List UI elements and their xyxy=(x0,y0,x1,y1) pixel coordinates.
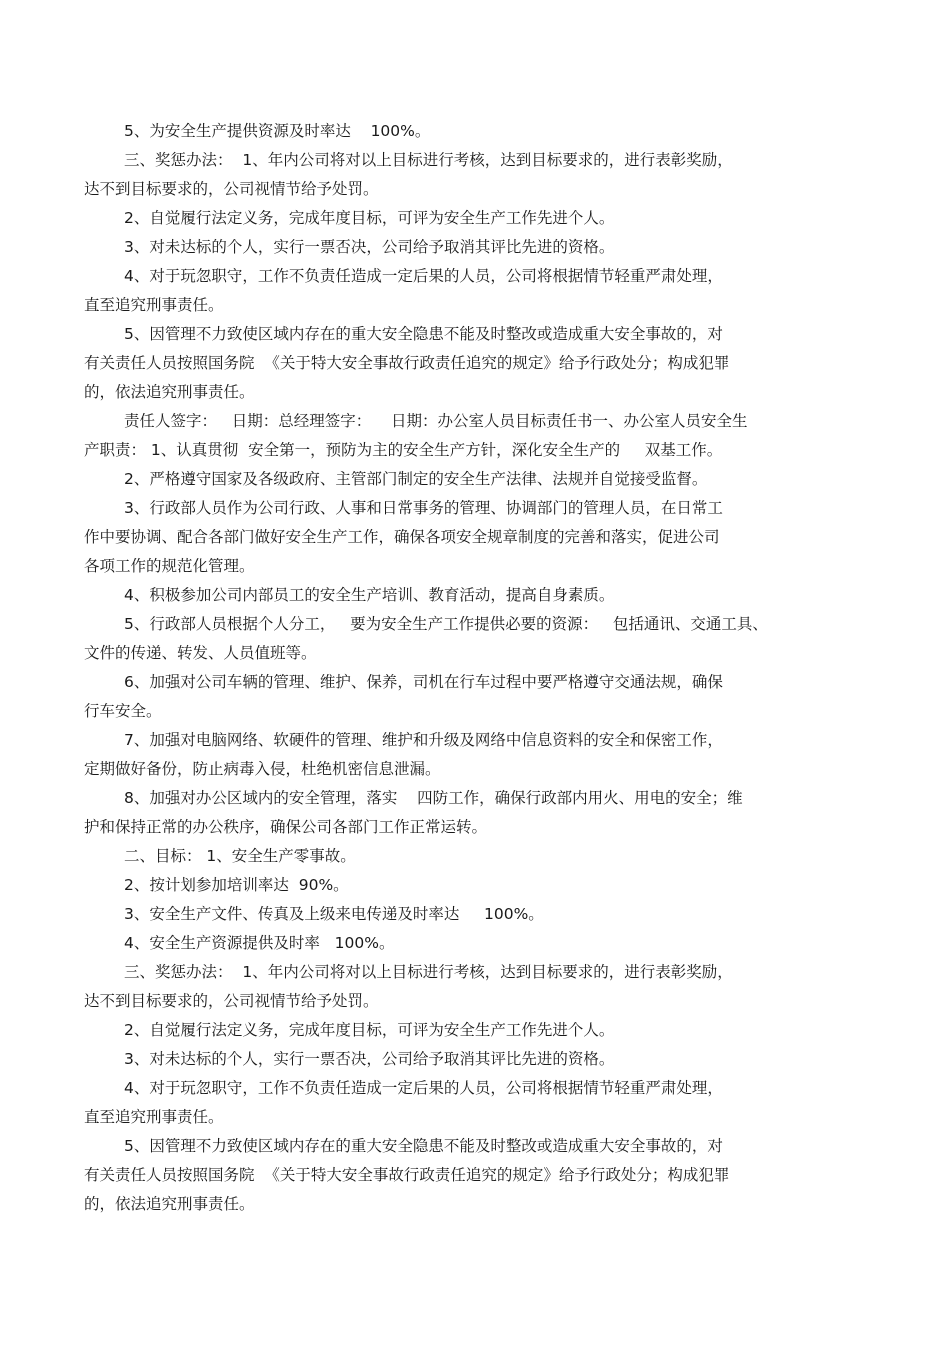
text-line: 5、因管理不力致使区域内存在的重大安全隐患不能及时整改或造成重大安全事故的，对 xyxy=(124,325,723,343)
text-line: 3、对未达标的个人，实行一票否决，公司给予取消其评比先进的资格。 xyxy=(124,1050,615,1068)
text-line: 4、安全生产资源提供及时率 100%。 xyxy=(124,934,395,952)
text-line: 有关责任人员按照国务院 《关于特大安全事故行政责任追究的规定》给予行政处分；构成犯罪 xyxy=(84,354,730,372)
text-line: 各项工作的规范化管理。 xyxy=(84,557,255,575)
text-line: 作中要协调、配合各部门做好安全生产工作，确保各项安全规章制度的完善和落实，促进公司 xyxy=(84,528,720,546)
text-line: 行车安全。 xyxy=(84,702,162,720)
text-line: 5、为安全生产提供资源及时率达 100%。 xyxy=(124,122,431,140)
text-line: 2、自觉履行法定义务，完成年度目标，可评为安全生产工作先进个人。 xyxy=(124,1021,615,1039)
text-line: 4、对于玩忽职守，工作不负责任造成一定后果的人员，公司将根据情节轻重严肃处理， xyxy=(124,1079,723,1097)
text-line: 文件的传递、转发、人员值班等。 xyxy=(84,644,317,662)
text-line: 二、目标： 1、安全生产零事故。 xyxy=(124,847,356,865)
text-line: 4、积极参加公司内部员工的安全生产培训、教育活动，提高自身素质。 xyxy=(124,586,615,604)
text-line: 3、对未达标的个人，实行一票否决，公司给予取消其评比先进的资格。 xyxy=(124,238,615,256)
text-line: 三、奖惩办法： 1、年内公司将对以上目标进行考核，达到目标要求的，进行表彰奖励， xyxy=(124,963,733,981)
text-line: 三、奖惩办法： 1、年内公司将对以上目标进行考核，达到目标要求的，进行表彰奖励， xyxy=(124,151,733,169)
text-line: 定期做好备份，防止病毒入侵，杜绝机密信息泄漏。 xyxy=(84,760,441,778)
text-line: 的，依法追究刑事责任。 xyxy=(84,1195,255,1213)
text-line: 2、按计划参加培训率达 90%。 xyxy=(124,876,349,894)
text-line: 护和保持正常的办公秩序，确保公司各部门工作正常运转。 xyxy=(84,818,488,836)
text-line: 5、行政部人员根据个人分工， 要为安全生产工作提供必要的资源： 包括通讯、交通工具、 xyxy=(124,615,768,633)
text-line: 5、因管理不力致使区域内存在的重大安全隐患不能及时整改或造成重大安全事故的，对 xyxy=(124,1137,723,1155)
text-line: 6、加强对公司车辆的管理、维护、保养，司机在行车过程中要严格遵守交通法规，确保 xyxy=(124,673,723,691)
text-line: 直至追究刑事责任。 xyxy=(84,296,224,314)
document-body xyxy=(84,117,864,1219)
text-line: 直至追究刑事责任。 xyxy=(84,1108,224,1126)
text-line: 3、行政部人员作为公司行政、人事和日常事务的管理、协调部门的管理人员，在日常工 xyxy=(124,499,723,517)
text-line: 达不到目标要求的，公司视情节给予处罚。 xyxy=(84,180,379,198)
text-line: 7、加强对电脑网络、软硬件的管理、维护和升级及网络中信息资料的安全和保密工作， xyxy=(124,731,723,749)
text-line: 4、对于玩忽职守，工作不负责任造成一定后果的人员，公司将根据情节轻重严肃处理， xyxy=(124,267,723,285)
text-line: 产职责： 1、认真贯彻 安全第一，预防为主的安全生产方针，深化安全生产的 双基工作。 xyxy=(84,441,723,459)
text-line: 达不到目标要求的，公司视情节给予处罚。 xyxy=(84,992,379,1010)
text-line: 责任人签字： 日期：总经理签字： 日期：办公室人员目标责任书一、办公室人员安全生 xyxy=(124,412,748,430)
text-line: 3、安全生产文件、传真及上级来电传递及时率达 100%。 xyxy=(124,905,544,923)
text-line: 8、加强对办公区域内的安全管理，落实 四防工作，确保行政部内用火、用电的安全；维 xyxy=(124,789,743,807)
text-line: 2、严格遵守国家及各级政府、主管部门制定的安全生产法律、法规并自觉接受监督。 xyxy=(124,470,708,488)
text-line: 的，依法追究刑事责任。 xyxy=(84,383,255,401)
text-line: 有关责任人员按照国务院 《关于特大安全事故行政责任追究的规定》给予行政处分；构成犯罪 xyxy=(84,1166,730,1184)
text-line: 2、自觉履行法定义务，完成年度目标，可评为安全生产工作先进个人。 xyxy=(124,209,615,227)
